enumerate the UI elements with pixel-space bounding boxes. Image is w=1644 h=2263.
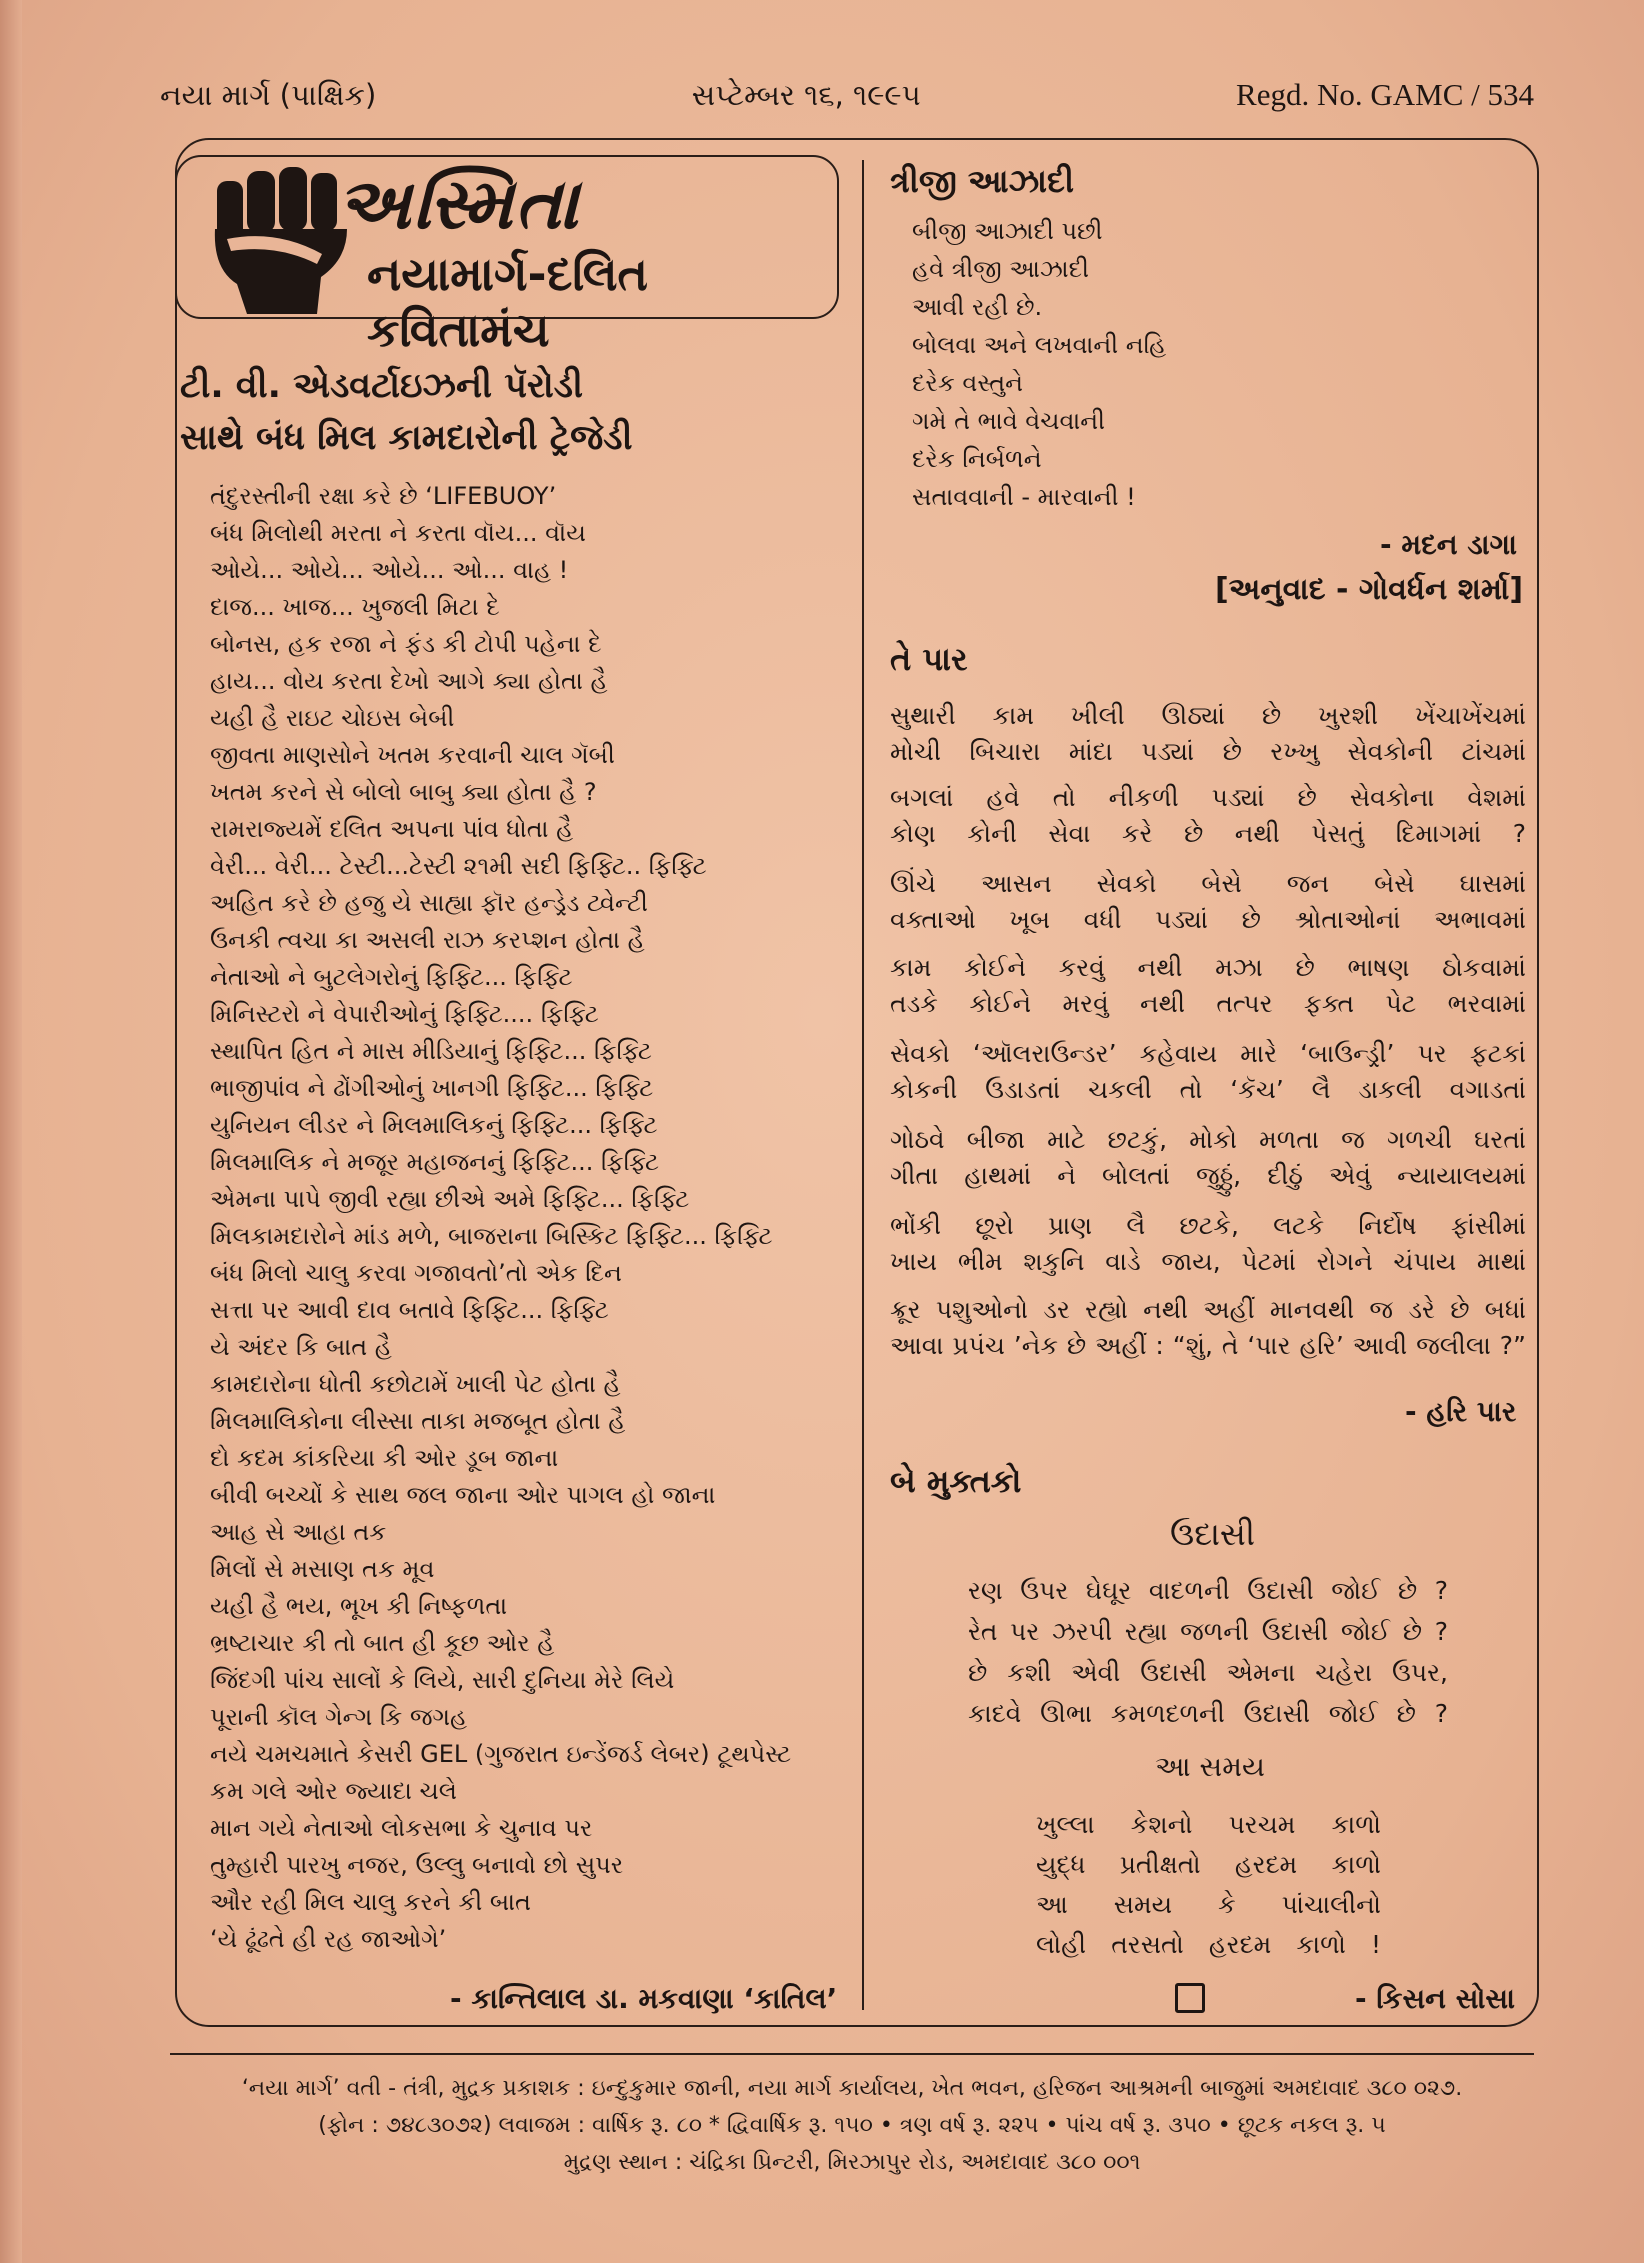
couplet	[890, 1292, 1526, 1364]
poem-line: મિલોં સે મસાણ તક મૂવ	[210, 1555, 435, 1583]
poem-line: ઔર રહી મિલ ચાલુ કરને કી બાત	[210, 1888, 531, 1916]
page-footer	[160, 2070, 1544, 2181]
muktak-line: છે કશી એવી ઉદાસી એમના ચહેરા ઉપર,	[968, 1658, 1448, 1687]
poem-line: બીવી બચ્ચોં કે સાથ જલ જાના ઓર પાગલ હો જાના	[210, 1481, 716, 1509]
poem-line: ઓયે... ઓયે... ઓયે... ઓ... વાહ !	[210, 556, 569, 584]
poem-line: જીવતા માણસોને ખતમ કરવાની ચાલ ગૅબી	[210, 741, 615, 769]
poem-line: સ્થાપિત હિત ને માસ મીડિયાનું ફિફ્ટિ... ફિફ્ટિ	[210, 1037, 652, 1065]
couplet-line: તડકે કોઈને મરવું નથી તત્પર ફક્ત પેટ ભરવામાં	[890, 989, 1526, 1018]
couplet-line: કોણ કોની સેવા કરે છે નથી પેસતું દિમાગમાં ?	[890, 819, 1526, 848]
logo-title: અસ્મિતા	[337, 163, 581, 245]
couplet-line: મોચી બિચારા માંદા પડ્યાં છે રખ્ખુ સેવકોની ટાંચમાં	[890, 737, 1526, 766]
couplet-line: કામ કોઈને કરવું નથી મઝા છે ભાષણ ઠોકવામાં	[890, 953, 1526, 982]
poem1-translator: [અનુવાદ - ગોવર્ધન શર્મા]	[1215, 572, 1524, 607]
muktak-line: ખુલ્લા કેશનો પરચમ કાળો	[1036, 1810, 1381, 1839]
raised-fist-icon	[197, 159, 357, 314]
poem-line: આવી રહી છે.	[912, 293, 1043, 321]
poem-title-te-paar: તે પાર	[890, 640, 968, 678]
page-header	[160, 72, 1534, 118]
heading-line: ટી. વી. એડવર્ટાઇઝની પૅરોડી	[180, 366, 583, 406]
couplet-line: વક્તાઓ ખૂબ વધી પડ્યાં છે શ્રોતાઓનાં અભાવમાં	[890, 905, 1526, 934]
heading-line: સાથે બંધ મિલ કામદારોની ટ્રેજેડી	[180, 418, 633, 458]
couplet	[890, 1122, 1526, 1194]
muktak-line: કાદવે ઊભા કમળદળની ઉદાસી જોઈ છે ?	[968, 1699, 1448, 1728]
poem-line: યે અંદર કિ બાત હૈ	[210, 1333, 392, 1361]
couplet-line: ક્રૂર પશુઓનો ડર રહ્યો નથી અહીં માનવથી જ ડરે છે બધાં	[890, 1295, 1526, 1324]
couplet	[890, 698, 1526, 770]
couplet	[890, 950, 1526, 1022]
muktak1-title: ઉદાસી	[1170, 1515, 1255, 1553]
poem-line: ભાજીપાંવ ને ઢોંગીઓનું ખાનગી ફિફ્ટિ... ફિફ્ટિ	[210, 1074, 654, 1102]
poem-line: દરેક નિર્બળને	[912, 445, 1042, 473]
poem-line: હાય... વોય કરતા દેખો આગે ક્યા હોતા હૈ	[210, 667, 608, 695]
poem-line: દરેક વસ્તુને	[912, 369, 1024, 397]
poem-line: મિલમાલિક ને મજૂર મહાજનનું ફિફ્ટિ... ફિફ્ટિ	[210, 1148, 659, 1176]
poem-line: બોનસ, હક રજા ને ફંડ કી ટોપી પહેના દે	[210, 630, 602, 658]
parody-poem	[210, 478, 791, 1958]
poem-line: તંદુરસ્તીની રક્ષા કરે છે ‘LIFEBUOY’	[210, 482, 557, 510]
poem-line: બોલવા અને લખવાની નહિ	[912, 331, 1167, 359]
poem-line: સતાવવાની - મારવાની !	[912, 483, 1136, 511]
poem1-author: - મદન ડાગા	[1380, 528, 1517, 561]
poem-line: ભ્રષ્ટાચાર કી તો બાત હી કૂછ ઓર હૈ	[210, 1629, 555, 1657]
poem-line: નયે ચમચમાતે કેસરી GEL (ગુજરાત ઇન્ડેંજર્ડ લેબર) ટૂથપેસ્ટ	[210, 1740, 792, 1768]
registration-number: Regd. No. GAMC / 534	[1236, 77, 1534, 112]
poem-line: વેરી... વેરી... ટેસ્ટી...ટેસ્ટી ૨૧મી સદી ફિફ્ટિ.. ફિફ્ટિ	[210, 852, 707, 880]
poem-line: દાજ... ખાજ... ખુજલી મિટા દે	[210, 593, 500, 621]
poem-line: બંધ મિલોથી મરતા ને કરતા વૉય... વૉય	[210, 519, 586, 547]
poem-line: ઉનકી ત્વચા કા અસલી રાઝ કરપ્શન હોતા હૈ	[210, 926, 645, 954]
footer-line: (ફોન : ૭૪૮૩૦૭૨) લવાજમ : વાર્ષિક રૂ. ૮૦ * દ્વિવાર્ષિક રૂ. ૧૫૦ • ત્રણ વર્ષ રૂ. ૨૨૫ • પાંચ વર્ષ રૂ. ૩૫૦ • છૂટક નકલ રૂ. ૫	[318, 2113, 1386, 2138]
muktak-aa-samay	[1036, 1805, 1381, 1965]
section-be-muktako: બે મુક્તકો	[890, 1462, 1022, 1500]
poem-line: ખતમ કરને સે બોલો બાબુ ક્યા હોતા હૈ ?	[210, 778, 597, 806]
poem-trijee-azadi	[912, 212, 1166, 516]
poem-line: બંધ મિલો ચાલુ કરવા ગજાવતો’તો એક દિન	[210, 1259, 622, 1287]
couplet	[890, 780, 1526, 852]
poem-line: કામદારોના ધોતી કછોટામેં ખાલી પેટ હોતા હૈ	[210, 1370, 621, 1398]
left-poem-author: - કાન્તિલાલ ડા. મકવાણા ‘કાતિલ’	[450, 1982, 838, 2015]
couplet-line: બગલાં હવે તો નીકળી પડ્યાં છે સેવકોના વેશમાં	[890, 783, 1526, 812]
couplet-line: કોકની ઉડાડતાં ચકલી તો ‘કૅચ’ લૈ ડાકલી વગાડતાં	[890, 1075, 1526, 1104]
binding-edge	[0, 0, 22, 2263]
poem-line: યહી હૈ ભય, ભૂખ કી નિષ્ફળતા	[210, 1592, 508, 1620]
poem-line: આહ સે આહા તક	[210, 1518, 387, 1546]
poem2-author: - હરિ પાર	[1405, 1395, 1517, 1428]
poem-line: કમ ગલે ઓર જ્યાદા ચલે	[210, 1777, 457, 1805]
couplet-line: સુથારી કામ ખીલી ઊઠ્યાં છે ખુરશી ખેંચાખેંચમાં	[890, 701, 1526, 730]
poem-line: ગમે તે ભાવે વેચવાની	[912, 407, 1106, 435]
muktak-line: રણ ઉપર ઘેઘૂર વાદળની ઉદાસી જોઈ છે ?	[968, 1576, 1448, 1605]
poem-line: અહિત કરે છે હજુ યે સાહ્યા ફૉર હન્ડ્રેડ ટ્વેન્ટી	[210, 889, 648, 917]
couplet-line: આવા પ્રપંચ ’નેક છે અહીં : “શું, તે ‘પાર હરિ’ આવી જલીલા ?”	[890, 1331, 1526, 1360]
poem-line: દો કદમ કાંકરિયા કી ઓર ડૂબ જાના	[210, 1444, 559, 1472]
couplet	[890, 1036, 1526, 1108]
poem-line: બીજી આઝાદી પછી	[912, 217, 1103, 245]
poem-line: નેતાઓ ને બુટલેગરોનું ફિફ્ટિ... ફિફ્ટિ	[210, 963, 573, 991]
muktak-line: રેત પર ઝરપી રહ્યા જળની ઉદાસી જોઈ છે ?	[968, 1617, 1448, 1646]
poem-line: તુમ્હારી પારખુ નજર, ઉલ્લુ બનાવો છો સુપર	[210, 1851, 624, 1879]
publication-name: નયા માર્ગ (પાક્ષિક)	[160, 77, 377, 112]
poem-line: યહી હૈ રાઇટ ચોઇસ બેબી	[210, 704, 455, 732]
poem-line: રામરાજ્યમેં દલિત અપના પાંવ ધોતા હૈ	[210, 815, 574, 843]
footer-line: મુદ્રણ સ્થાન : ચંદ્રિકા પ્રિન્ટરી, મિરઝાપુર રોડ, અમદાવાદ ૩૮૦ ૦૦૧	[563, 2150, 1141, 2175]
poem-line: હવે ત્રીજી આઝાદી	[912, 255, 1089, 283]
footer-line: ‘નયા માર્ગ’ વતી - તંત્રી, મુદ્રક પ્રકાશક : ઇન્દુકુમાર જાની, નયા માર્ગ કાર્યાલય, ખેત ભવન, હરિજન આશ્રમની બાજુમાં અમદાવાદ ૩૮૦ ૦૨૭.	[241, 2076, 1463, 2101]
couplet-line: સેવકો ‘ઑલરાઉન્ડર’ કહેવાય મારે ‘બાઉન્ડ્રી’ પર ફટકાં	[890, 1039, 1526, 1068]
left-article-heading	[180, 360, 632, 464]
couplet-line: ગોઠવે બીજા માટે છટકું, મોકો મળતા જ ગળચી ઘરતાં	[890, 1125, 1526, 1154]
muktak2-title: આ સમય	[1155, 1750, 1265, 1783]
footer-rule	[170, 2053, 1534, 2055]
couplet	[890, 1208, 1526, 1280]
muktak-line: લોહી તરસતો હરદમ કાળો !	[1036, 1930, 1381, 1959]
issue-date: સપ્ટેમ્બર ૧૬, ૧૯૯૫	[691, 77, 921, 112]
logo-subtitle: નયામાર્ગ-દલિત કવિતામંચ	[367, 247, 649, 357]
poem-line: મિલમાલિકોના લીસ્સા તાકા મજબૂત હોતા હૈ	[210, 1407, 626, 1435]
section3-author: - કિસન સોસા	[1355, 1982, 1515, 2015]
poem-line: માન ગયે નેતાઓ લોકસભા કે ચુનાવ પર	[210, 1814, 593, 1842]
poem-line: ‘યે ઢૂંઢતે હી રહ જાઓગે’	[210, 1925, 447, 1953]
column-divider	[862, 160, 864, 2010]
poem-line: યુનિયન લીડર ને મિલમાલિકનું ફિફ્ટિ... ફિફ્ટિ	[210, 1111, 658, 1139]
poem-line: એમના પાપે જીવી રહ્યા છીએ અમે ફિફ્ટિ... ફિફ્ટિ	[210, 1185, 690, 1213]
end-mark-box	[1175, 1983, 1205, 2013]
couplet-line: ઊંચે આસન સેવકો બેસે જન બેસે ઘાસમાં	[890, 869, 1526, 898]
muktak-line: યુદ્ધ પ્રતીક્ષતો હરદમ કાળો	[1036, 1850, 1381, 1879]
couplet-line: ખાય ભીમ શકુનિ વાડે જાય, પેટમાં રોગને ચંપાય માથાં	[890, 1247, 1526, 1276]
poem-line: મિનિસ્ટરો ને વેપારીઓનું ફિફ્ટિ.... ફિફ્ટિ	[210, 1000, 599, 1028]
couplet-line: ભોંકી છૂરો પ્રાણ લૈ છટકે, લટકે નિર્દોષ ફાંસીમાં	[890, 1211, 1526, 1240]
poem-line: સત્તા પર આવી દાવ બતાવે ફિફ્ટિ... ફિફ્ટિ	[210, 1296, 609, 1324]
poem-line: મિલકામદારોને માંડ મળે, બાજરાના બિસ્કિટ ફિફ્ટિ... ફિફ્ટિ	[210, 1222, 773, 1250]
muktak-udasi	[968, 1570, 1448, 1734]
poem-line: પૂરાની કૉલ ગેન્ગ કિ જગહ	[210, 1703, 468, 1731]
poem-title-trijee-azadi: ત્રીજી આઝાદી	[890, 162, 1075, 200]
poem-line: જિંદગી પાંચ સાલોં કે લિયે, સારી દુનિયા મેરે લિયે	[210, 1666, 675, 1694]
couplet	[890, 866, 1526, 938]
couplet-line: ગીતા હાથમાં ને બોલતાં જુઠ્ઠું, દીઠું એવું ન્યાયાલયમાં	[890, 1161, 1526, 1190]
section-logo	[175, 155, 839, 357]
muktak-line: આ સમય કે પાંચાલીનો	[1036, 1890, 1381, 1919]
